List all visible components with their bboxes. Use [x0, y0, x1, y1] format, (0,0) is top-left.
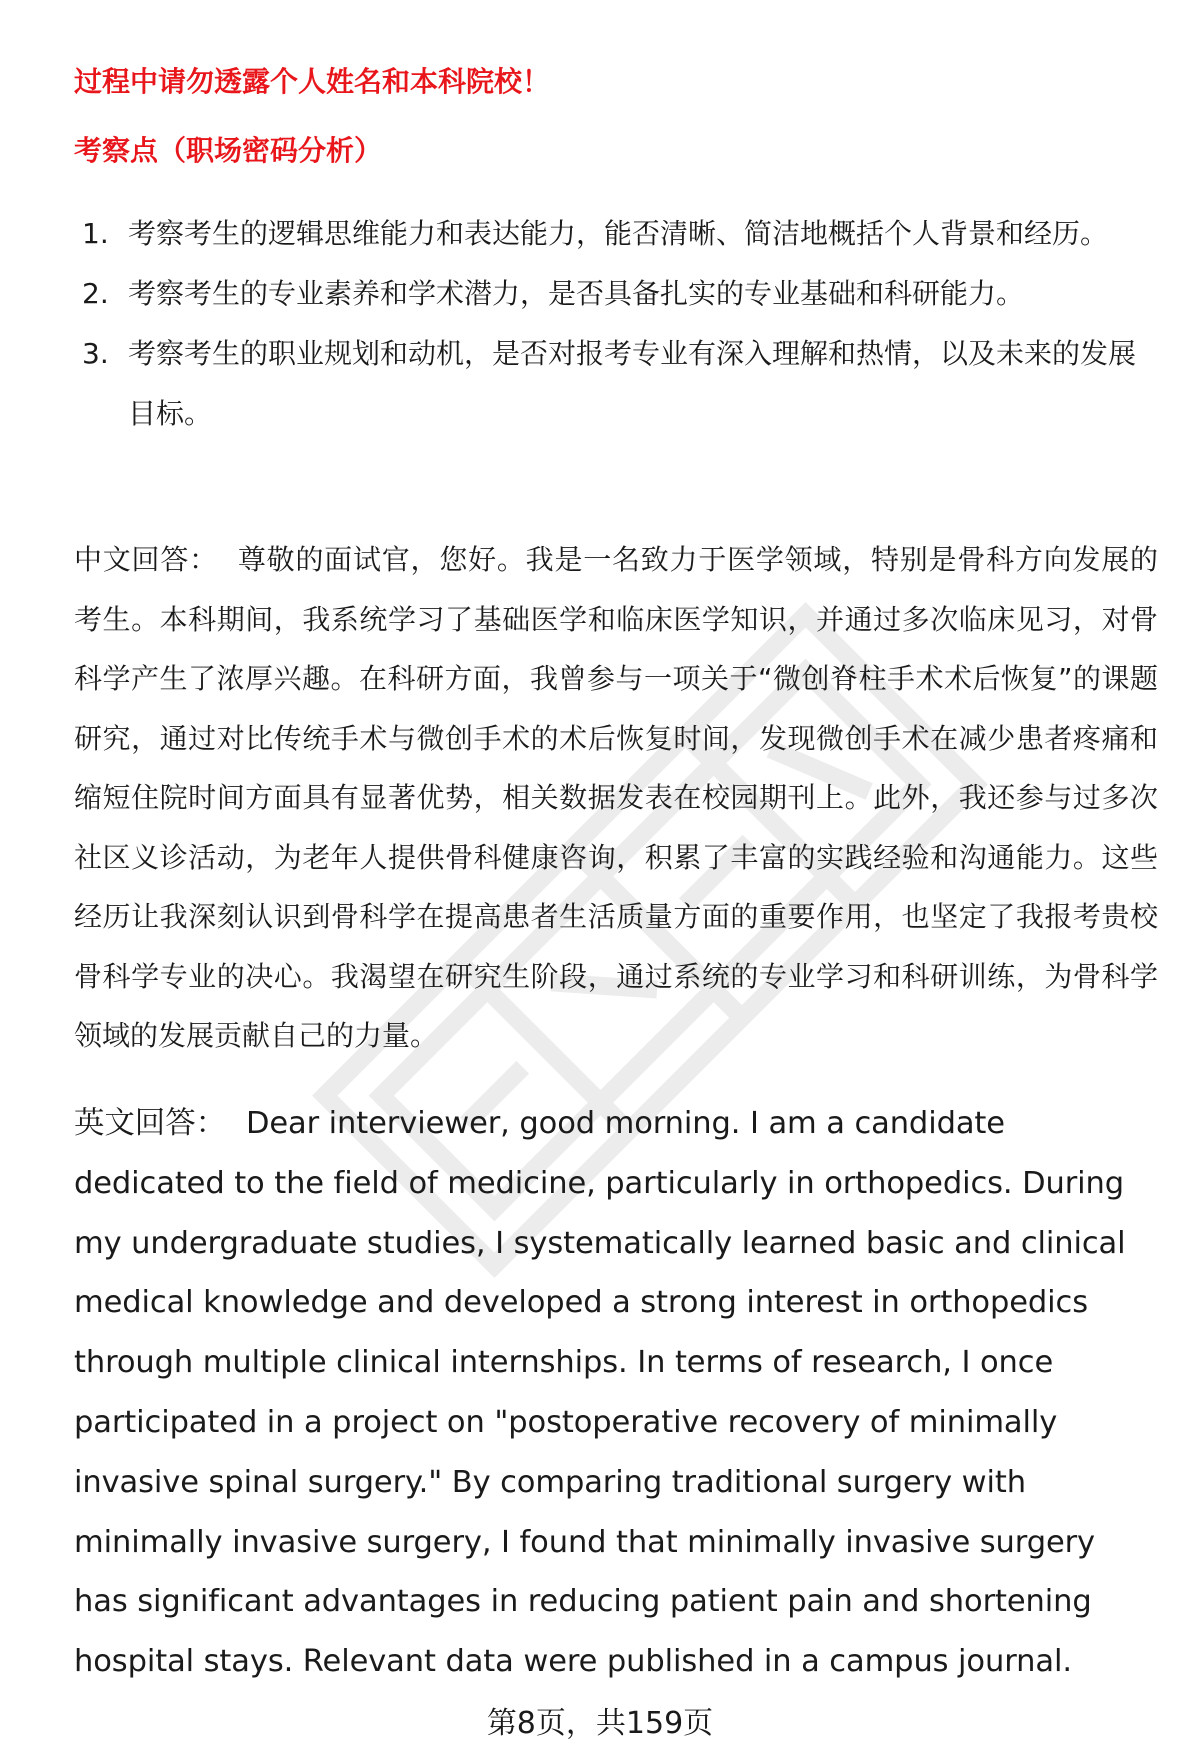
chinese-answer-text: 尊敬的面试官，您好。我是一名致力于医学领域，特别是骨科方向发展的考生。本科期间，我系统学习了基础医学和临床医学知识，并通过多次临床见习，对骨科学产生了浓厚兴趣。在科研方面，我曾参与一项关于“微创脊柱手术术后恢复”的课题研究，通过对比传统手术与微创手术的术后恢复时间，发现微创手术在减少患者疼痛和缩短住院时间方面具有显著优势，相关数据发表在校园期刊上。此外，我还参与过多次社区义诊活动，为老年人提供骨科健康咨询，积累了丰富的实践经验和沟通能力。这些经历让我深刻认识到骨科学在提高患者生活质量方面的重要作用，也坚定了我报考贵校骨科学专业的决心。我渴望在研究生阶段，通过系统的专业学习和科研训练，为骨科学领域的发展贡献自己的力量。 — [74, 543, 1158, 1052]
list-item-text: 考察考生的专业素养和学术潜力，是否具备扎实的专业基础和科研能力。 — [128, 277, 1025, 310]
chinese-answer-label: 中文回答： — [74, 543, 218, 576]
list-item-number: 1. — [82, 217, 109, 250]
list-item-text: 考察考生的职业规划和动机，是否对报考专业有深入理解和热情，以及未来的发展目标。 — [128, 337, 1137, 430]
english-answer-text: Dear interviewer, good morning. I am a candidate dedicated to the field of medicine, particularly in orthopedics. During my undergraduate studies, I systematically learned basic and clinical medical knowledge and developed a strong interest in orthopedics through multiple clinical internships. In terms of research, I once participated in a project on "postoperative recovery of minimally invasive spinal surgery." By comparing traditional surgery with minimally invasive surgery, I found that minimally invasive surgery has significant advantages in reducing patient pain and shortening hospital stays. Relevant data were published in a campus journal. — [74, 1106, 1126, 1680]
list-item — [82, 324, 1162, 444]
assessment-points-list — [82, 204, 1162, 444]
list-item-number: 2. — [82, 277, 109, 310]
assessment-points-heading: 考察点（职场密码分析） — [74, 134, 383, 167]
privacy-warning: 过程中请勿透露个人姓名和本科院校！ — [74, 65, 551, 98]
chinese-answer — [74, 530, 1158, 1066]
list-item — [82, 204, 1162, 264]
english-answer-label: 英文回答： — [74, 1106, 226, 1141]
page-number: 第8页，共159页 — [486, 1706, 714, 1741]
english-answer — [74, 1094, 1158, 1694]
list-item-text: 考察考生的逻辑思维能力和表达能力，能否清晰、简洁地概括个人背景和经历。 — [128, 217, 1109, 250]
list-item-number: 3. — [82, 337, 109, 370]
list-item — [82, 264, 1162, 324]
